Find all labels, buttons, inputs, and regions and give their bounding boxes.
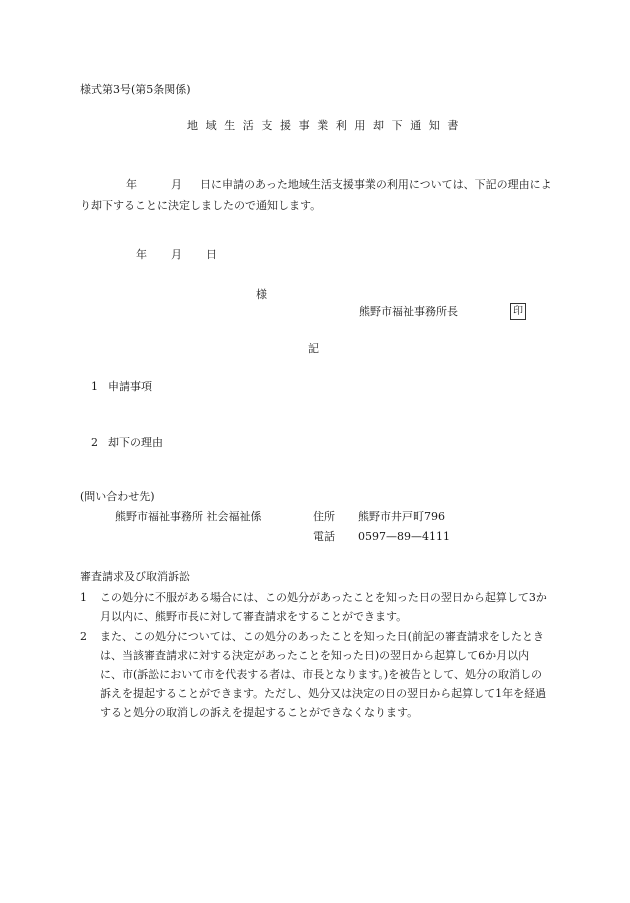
review-heading: 審査請求及び取消訴訟 (80, 570, 190, 583)
note-number: 2 (80, 630, 87, 643)
date-month: 月 (171, 248, 182, 261)
form-number: 様式第3号(第5条関係) (80, 83, 191, 96)
intro-text: 日に申請のあった地域生活支援事業の利用については、下記の理由により却下することに決定しましたので通知します。 (80, 178, 552, 212)
contact-organization: 熊野市福祉事務所 社会福祉係 (115, 510, 262, 523)
item-application (91, 380, 152, 394)
note-number: 1 (80, 591, 87, 604)
sender-name: 熊野市福祉事務所長 (359, 305, 458, 318)
seal-mark: 印 (510, 303, 526, 320)
contact-address-label: 住所 (313, 510, 335, 523)
ki-heading: 記 (308, 342, 319, 355)
document-title: 地域生活支援事業利用却下通知書 (187, 119, 466, 132)
date-line (136, 248, 217, 262)
intro-year: 年 (126, 178, 137, 191)
item-number: 2 (91, 436, 98, 449)
contact-heading: (問い合わせ先) (80, 490, 155, 503)
contact-address: 熊野市井戸町796 (358, 510, 445, 523)
date-year: 年 (136, 248, 147, 261)
review-note (80, 627, 550, 722)
review-note (80, 588, 550, 626)
intro-paragraph (80, 174, 560, 216)
item-rejection-reason (91, 436, 163, 450)
item-label: 申請事項 (108, 380, 152, 393)
note-text: また、この処分については、この処分のあったことを知った日(前記の審査請求をしたときは、当該審査請求に対する決定があったことを知った日)の翌日から起算して6か月以内に、市(訴訟において市を代表する者は、市長となります。)を被告として、処分の取消しの訴えを提起することができます。ただし、処分又は決定の日の翌日から起算して1年を経過すると処分の取消しの訴えを提起することができなくなります。 (100, 630, 547, 719)
contact-phone: 0597—89—4111 (358, 530, 450, 543)
item-number: 1 (91, 380, 98, 393)
date-day: 日 (206, 248, 217, 261)
addressee-suffix: 様 (256, 288, 267, 301)
item-label: 却下の理由 (108, 436, 163, 449)
contact-phone-label: 電話 (313, 530, 335, 543)
intro-month: 月 (171, 178, 182, 191)
note-text: この処分に不服がある場合には、この処分があったことを知った日の翌日から起算して3か月以内に、熊野市長に対して審査請求をすることができます。 (100, 591, 547, 623)
